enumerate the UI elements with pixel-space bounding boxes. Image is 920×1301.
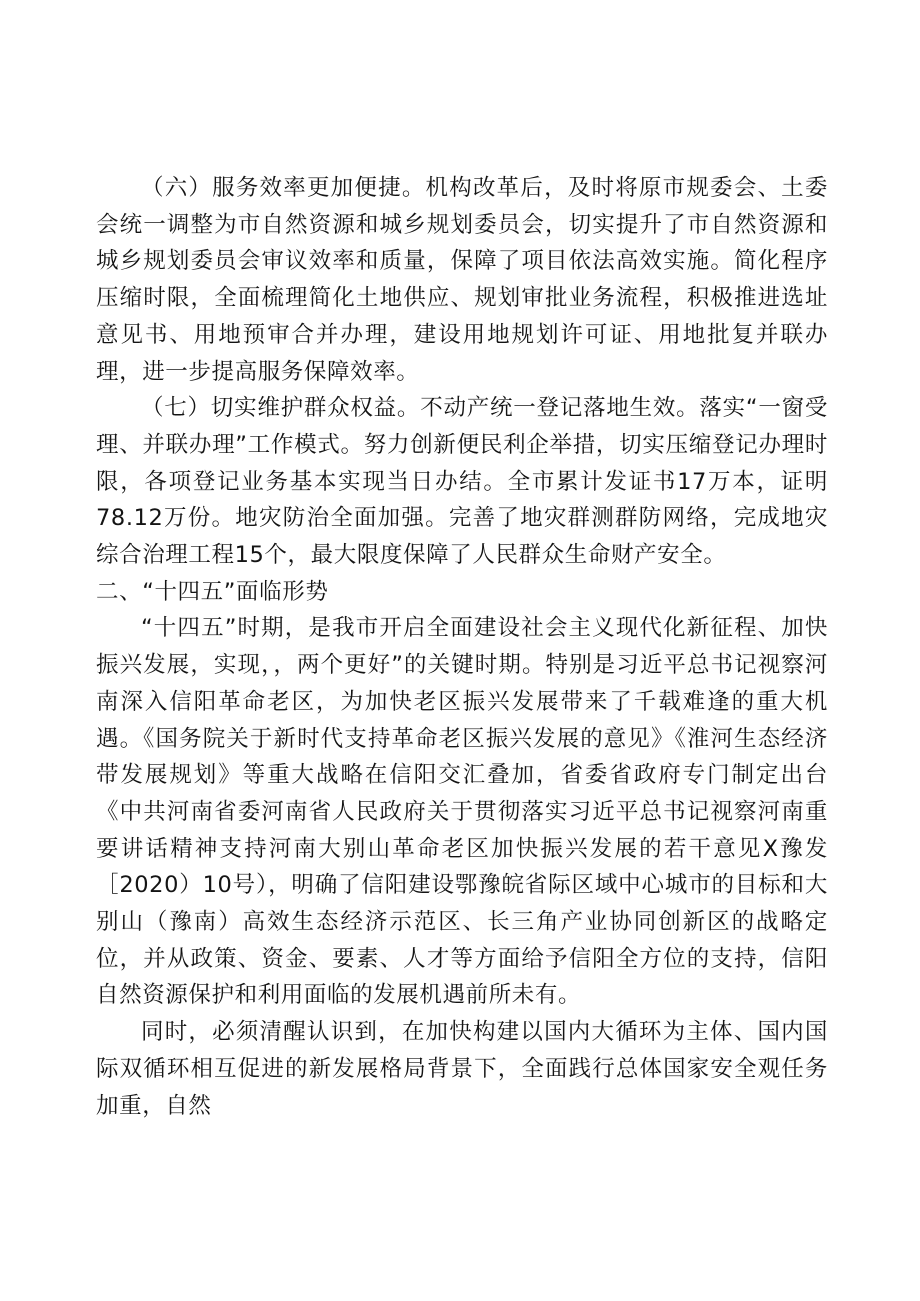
text-line: 战略在信阳交汇叠加，省委省政府专门制定出台《中共河南省委河南省人民政 [96, 762, 828, 825]
document-body [96, 170, 828, 1124]
text-line: 一调整为市自然资源和城乡规划委员会，切实提升了市自然资源和城乡规划委 [96, 211, 828, 275]
section-heading [96, 574, 828, 611]
text-line: 兴发展，实现，，两个更好”的关键时期。特别是习近平总书记视察河南深入 [96, 652, 828, 715]
text-line: 循环相互促进的新发展格局背景下，全面践行总体国家安全观任务加重，自然 [96, 1055, 828, 1119]
text-line: （七）切实维护群众权益。不动产统一登记落地生效。落实“一窗受理、 [96, 395, 828, 458]
text-line: （六）服务效率更加便捷。机构改革后，及时将原市规委会、土委会统 [96, 175, 828, 238]
text-line: 限度保障了人民群众生命财产安全。 [356, 542, 727, 569]
text-line: “十四五”时期，是我市开启全面建设社会主义现代化新征程、加快振 [96, 615, 828, 679]
text-line: 府关于贯彻落实习近平总书记视察河南重要讲话精神支持河南大别山革命老 [96, 798, 828, 862]
text-line: 理，建设用地规划许可证、用地批复并联办理，进一步提高服务保障效率。 [96, 321, 828, 385]
text-line: 区域中心城市的目标和大别山（豫南）高效生态经济示范区、长三角产业协同 [96, 872, 828, 936]
section-heading-text: 二、“十四五”面临形势 [96, 578, 329, 605]
paragraph-service-efficiency [96, 170, 828, 390]
text-line: 并联办理”工作模式。努力创新便民利企举措，切实压缩登记办理时限，各项 [96, 431, 828, 495]
paragraph-challenges [96, 1014, 828, 1124]
text-line: 同时，必须清醒认识到，在加快构建以国内大循环为主体、国内国际双 [96, 1019, 828, 1082]
text-line: 持，信阳自然资源保护和利用面临的发展机遇前所未有。 [96, 945, 829, 1009]
text-line: 信阳革命老区，为加快老区振兴发展带来了千载难逢的重大机遇。《国务院关 [96, 688, 828, 752]
paragraph-14th-five-year-situation [96, 610, 828, 1014]
text-line: 区加快振兴发展的若干意见X豫发［2020）10号），明确了信阳建设鄂豫皖省际 [96, 835, 828, 899]
text-line: 创新区的战略定位，并从政策、资金、要素、人才等方面给予信阳全方位的支 [96, 909, 829, 972]
text-line: 登记业务基本实现当日办结。全市累计发证书17万本，证明78.12万份。地灾 [96, 468, 828, 532]
text-line: 防治全面加强。完善了地灾群测群防网络，完成地灾综合治理工程15个，最大 [96, 505, 828, 569]
text-line: 员会审议效率和质量，保障了项目依法高效实施。简化程序压缩时限，全面梳 [96, 248, 828, 312]
text-line: 理简化土地供应、规划审批业务流程，积极推进选址意见书、用地预审合并办 [96, 285, 828, 348]
text-line: 于新时代支持革命老区振兴发展的意见》《淮河生态经济带发展规划》等重大 [96, 725, 828, 789]
paragraph-public-rights [96, 390, 828, 574]
